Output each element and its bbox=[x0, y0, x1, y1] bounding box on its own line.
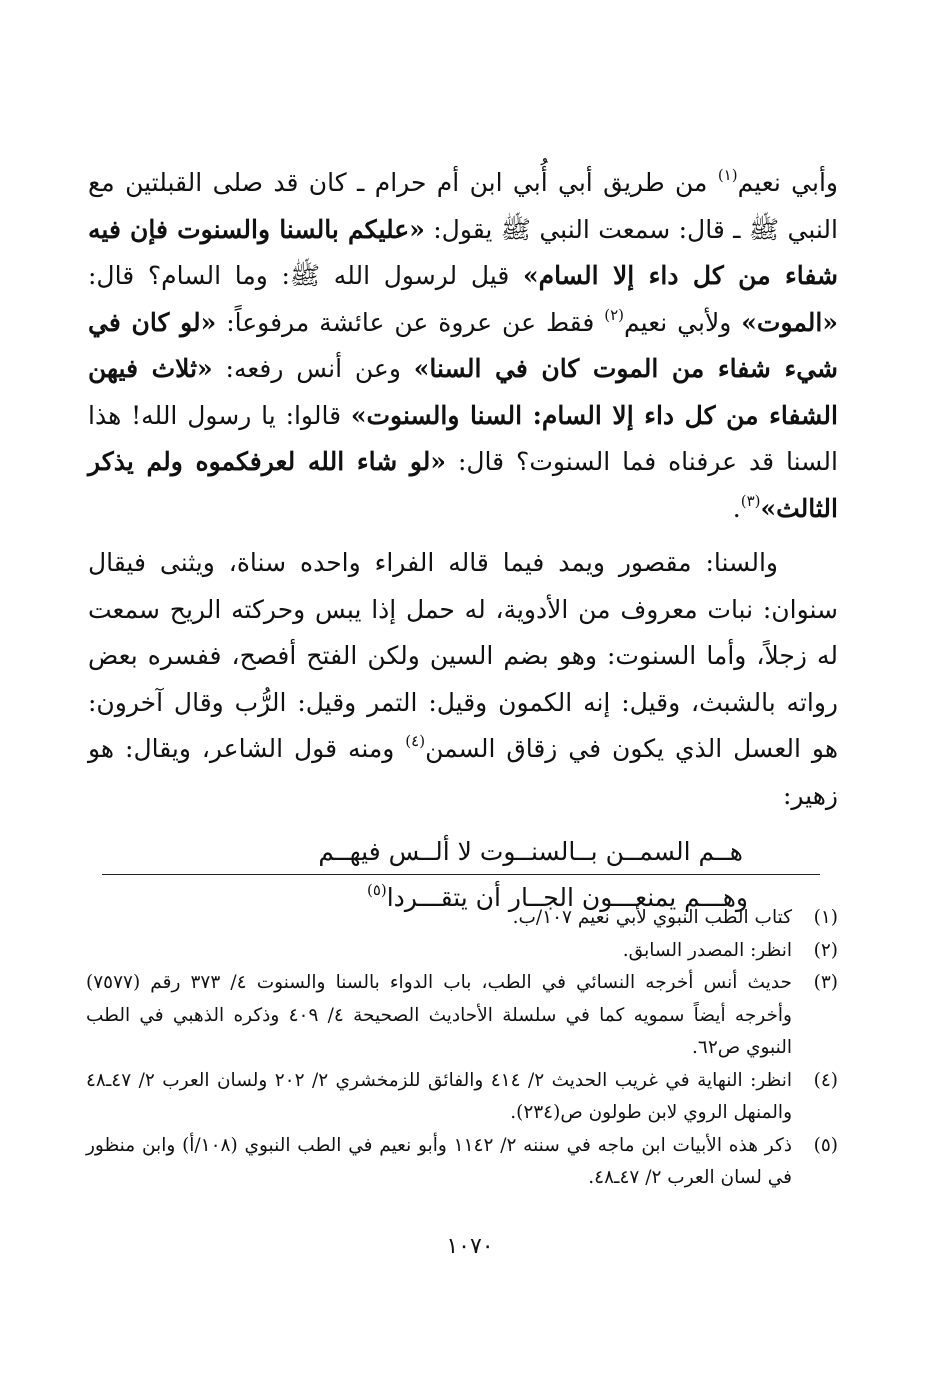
text-run: ولأبي نعيم bbox=[624, 307, 742, 337]
footnote-ref-3[interactable]: (٣) bbox=[740, 491, 761, 510]
hadith-quote: «الموت» bbox=[741, 307, 838, 337]
text-run: والسنا: مقصور ويمد فيما قاله الفراء واحده سناة، ويثنى فيقال سنوان: نبات معروف من الأدوية، له حمل إذا يبس وحركته الريح سمعت له زجلاً، وأما السنوت: وهو بضم السين ولكن الفتح أفصح، ففسره بعض رواته بالشبث، وقيل: إنه الكمون وقيل: التمر وقيل: الرُّب وقال آخرون: هو العسل الذي يكون في زقاق السمن bbox=[88, 548, 838, 763]
paragraph-2 bbox=[88, 540, 838, 819]
poem-verse-1: هــم السمــن بــالسنــوت لا ألــس فيهــم bbox=[318, 837, 743, 866]
footnote-2 bbox=[86, 935, 838, 968]
footnote-ref-5[interactable]: (٥) bbox=[366, 881, 387, 899]
footnote-divider bbox=[102, 874, 820, 875]
main-text bbox=[88, 160, 838, 819]
text-run: من طريق أبي أُبي ابن أم حرام ـ كان قد صلى القبلتين مع النبي ﷺ ـ قال: سمعت النبي ﷺ يقول: bbox=[88, 168, 838, 244]
hadith-quote: «لو شاء الله لعرفكموه ولم يذكر الثالث» bbox=[88, 447, 838, 523]
footnote-text: انظر: النهاية في غريب الحديث ٢/ ٤١٤ والفائق للزمخشري ٢/ ٢٠٢ ولسان العرب ٢/ ٤٧ـ٤٨ والمنهل الروي لابن طولون ص(٢٣٤). bbox=[86, 1069, 792, 1123]
footnote-5 bbox=[86, 1130, 838, 1195]
footnote-text: انظر: المصدر السابق. bbox=[622, 939, 792, 961]
footnote-ref-1[interactable]: (١) bbox=[717, 166, 738, 184]
footnote-number: (٣) bbox=[813, 972, 838, 993]
hadith-quote: «ثلاث فيهن الشفاء من كل داء إلا السام: السنا والسنوت» bbox=[88, 354, 838, 430]
footnote-1 bbox=[86, 902, 838, 935]
footnote-4 bbox=[86, 1065, 838, 1130]
text-run: فقط عن عروة عن عائشة مرفوعاً: bbox=[216, 307, 605, 337]
page-body bbox=[88, 160, 838, 921]
text-run: وعن أنس رفعه: bbox=[212, 354, 414, 383]
footnotes bbox=[86, 902, 838, 1195]
footnote-text: كتاب الطب النبوي لأبي نعيم ١٠٧/ب. bbox=[512, 907, 792, 928]
text-run: قالوا: يا رسول الله! هذا السنا قد عرفناه فما السنوت؟ قال: bbox=[88, 400, 838, 476]
footnote-text: ذكر هذه الأبيات ابن ماجه في سننه ٢/ ١١٤٢ وأبو نعيم في الطب النبوي (١٠٨/أ) وابن منظور في لسان العرب ٢/ ٤٧ـ٤٨. bbox=[86, 1134, 792, 1188]
text-run: ومنه قول الشاعر، ويقال: هو زهير: bbox=[88, 734, 838, 810]
text-run: وأبي نعيم bbox=[737, 168, 838, 197]
footnote-text: حديث أنس أخرجه النسائي في الطب، باب الدواء بالسنا والسنوت ٤/ ٣٧٣ رقم (٧٥٧٧) وأخرجه أيضاً سمويه كما في سلسلة الأحاديث الصحيحة ٤/ ٤٠٩ وذكره الذهبي في الطب النبوي ص٦٢. bbox=[86, 972, 792, 1058]
footnote-ref-4[interactable]: (٤) bbox=[405, 732, 426, 750]
footnote-3 bbox=[86, 967, 838, 1065]
text-run: قيل لرسول الله ﷺ: وما السام؟ قال: bbox=[88, 261, 523, 290]
text-run: . bbox=[732, 493, 741, 523]
hadith-quote: «لو كان في شيء شفاء من الموت كان في السنا» bbox=[88, 307, 838, 383]
footnote-number: (٢) bbox=[813, 939, 838, 961]
poem-verse-2-text: وهـــم يمنعـــون الجــار أن يتقـــردا bbox=[386, 883, 748, 912]
footnote-ref-2[interactable]: (٢) bbox=[604, 305, 625, 324]
paragraph-1 bbox=[88, 160, 838, 532]
footnote-number: (١) bbox=[813, 907, 838, 928]
footnote-number: (٥) bbox=[813, 1134, 838, 1156]
footnote-number: (٤) bbox=[813, 1069, 838, 1091]
page-number: ١٠٧٠ bbox=[446, 1234, 494, 1259]
hadith-quote: «عليكم بالسنا والسنوت فإن فيه شفاء من كل داء إلا السام» bbox=[88, 214, 838, 290]
